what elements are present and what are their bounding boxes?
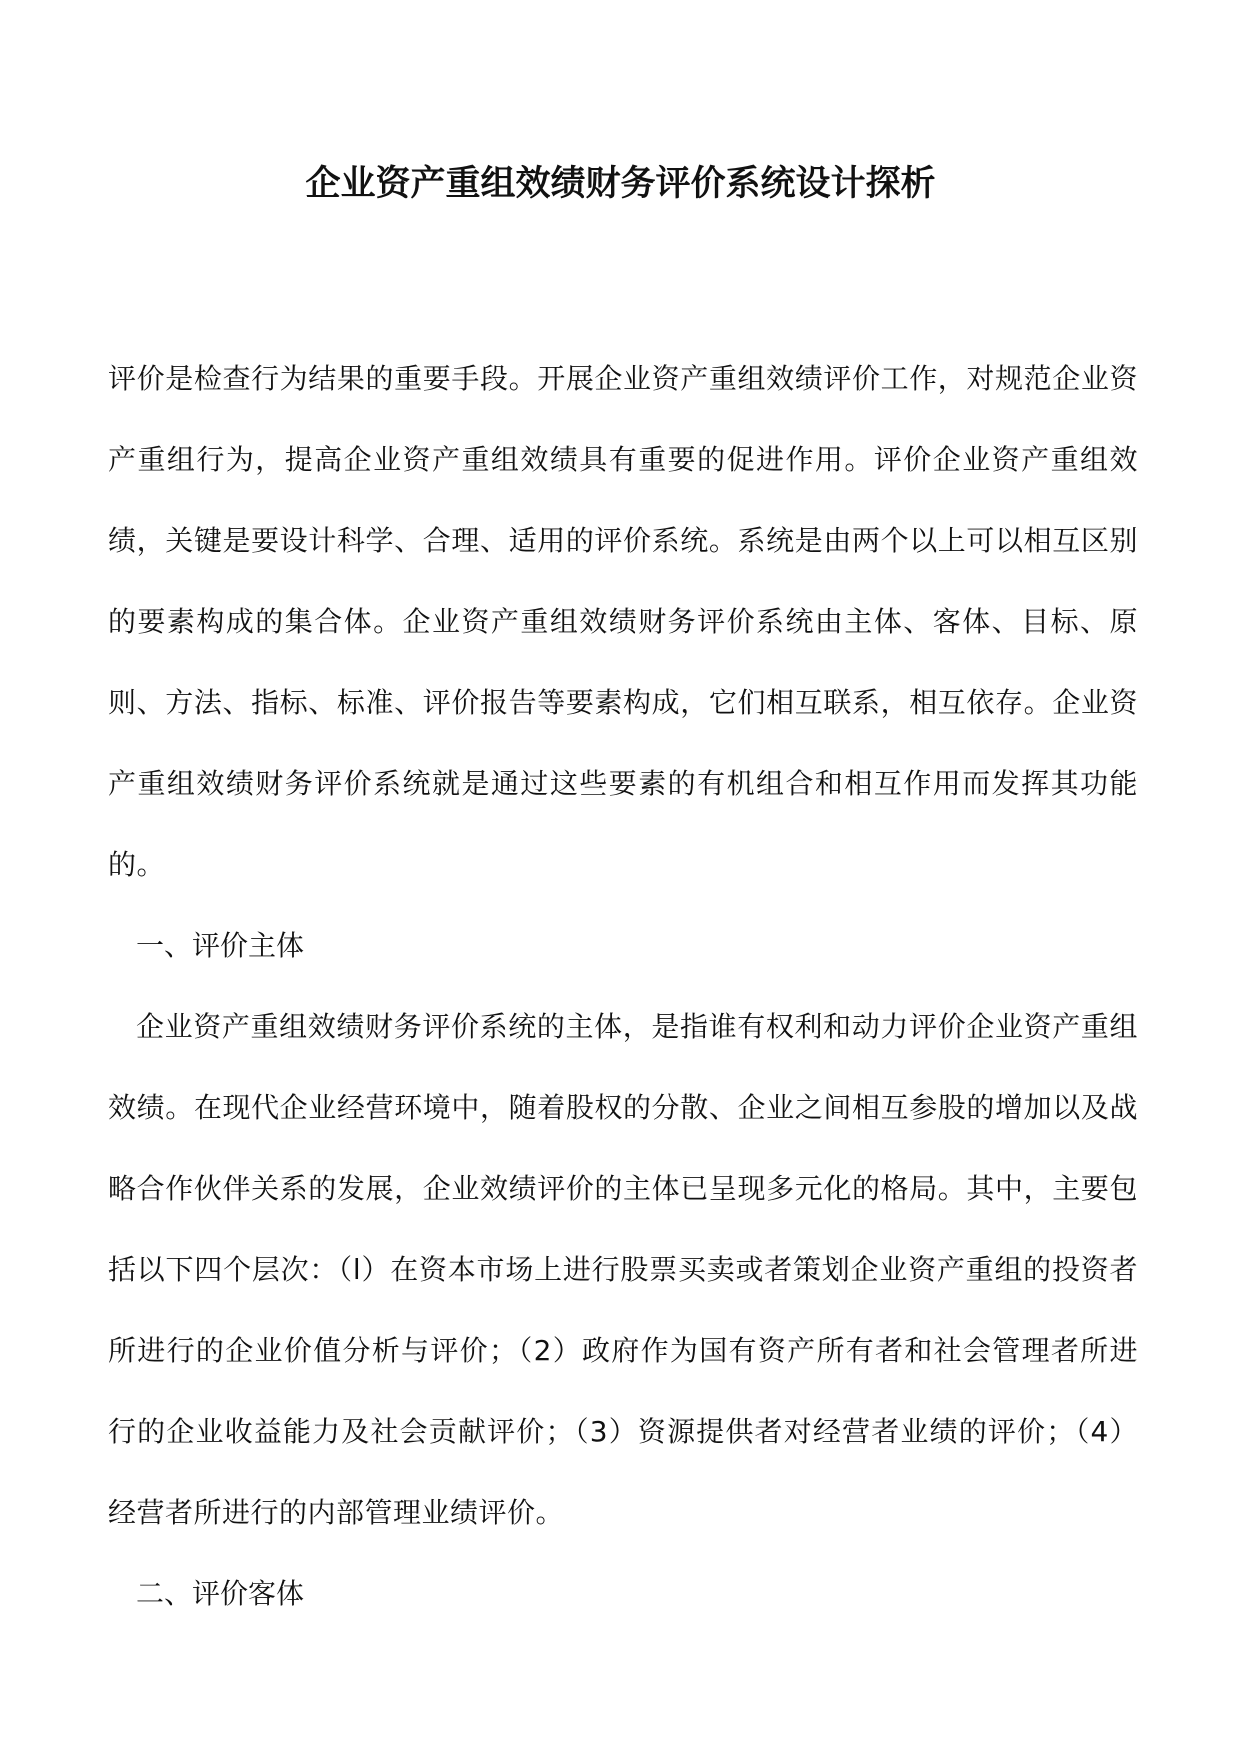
intro-paragraph: 评价是检查行为结果的重要手段。开展企业资产重组效绩评价工作，对规范企业资产重组行为，提高企业资产重组效绩具有重要的促进作用。评价企业资产重组效绩，关键是要设计科学、合理、适用的评价系统。系统是由两个以上可以相互区别的要素构成的集合体。企业资产重组效绩财务评价系统由主体、客体、目标、原则、方法、指标、标准、评价报告等要素构成，它们相互联系，相互依存。企业资产重组效绩财务评价系统就是通过这些要素的有机组合和相互作用而发挥其功能的。 [108,362,1138,881]
document-body [108,338,1138,1634]
document-title: 企业资产重组效绩财务评价系统设计探析 [305,163,936,204]
section-heading-object: 二、评价客体 [136,1577,305,1610]
section-heading-subject: 一、评价主体 [136,929,305,962]
subject-paragraph: 企业资产重组效绩财务评价系统的主体，是指谁有权利和动力评价企业资产重组效绩。在现代企业经营环境中，随着股权的分散、企业之间相互参股的增加以及战略合作伙伴关系的发展，企业效绩评价的主体已呈现多元化的格局。其中，主要包括以下四个层次：（l）在资本市场上进行股票买卖或者策划企业资产重组的投资者所进行的企业价值分析与评价；（2）政府作为国有资产所有者和社会管理者所进行的企业收益能力及社会贡献评价；（3）资源提供者对经营者业绩的评价；（4）经营者所进行的内部管理业绩评价。 [108,1010,1138,1529]
